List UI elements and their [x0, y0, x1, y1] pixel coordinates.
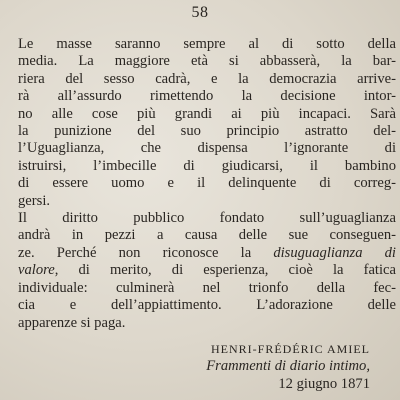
attribution [206, 341, 370, 393]
text-line: individuale: culminerà nel trionfo della fec- [18, 279, 396, 296]
text-line: media. La maggiore età si abbasserà, la bar- [18, 53, 396, 70]
text-line: no alle cose più grandi ai più incapaci. Sarà [18, 105, 396, 122]
text-line: Le masse saranno sempre al di sotto della [18, 36, 396, 52]
text-line: rà all’assurdo rimettendo la decisione intor- [18, 88, 396, 105]
text-line [18, 245, 396, 262]
text-line: riera del sesso cadrà, e la democrazia arrive- [18, 70, 396, 87]
text-line: istruirsi, l’imbecille di giudicarsi, il bambino [18, 157, 396, 174]
italic-fragment: valore [18, 262, 55, 279]
page-number: 58 [191, 4, 209, 21]
text-line [18, 262, 396, 279]
text-line: l’Uguaglianza, che dispensa l’ignorante di [18, 140, 396, 157]
date: 12 giugno 1871 [278, 375, 370, 392]
text-line: cia e dell’appiattimento. L’adorazione delle [18, 297, 396, 314]
text-line: andrà in pezzi a causa delle sue conseguen- [18, 227, 396, 244]
text-line: apparenze si paga. [18, 314, 126, 331]
text-fragment: ze. Perché non riconosce la [18, 244, 274, 261]
body-text [18, 36, 396, 332]
text-line: la punizione del suo principio astratto del- [18, 123, 396, 140]
text-line: Il diritto pubblico fondato sull’uguaglianza [18, 210, 396, 227]
text-line: di essere uomo e il delinquente di correg- [18, 175, 396, 192]
text-line: gersi. [18, 192, 51, 209]
italic-fragment: disuguaglianza di [273, 244, 396, 261]
text-fragment: , di merito, di esperienza, cioè la fatica [54, 262, 396, 279]
work-title: Frammenti di diario intimo, [206, 358, 370, 375]
author-name: HENRI-FRÉDÉRIC AMIEL [211, 342, 370, 356]
